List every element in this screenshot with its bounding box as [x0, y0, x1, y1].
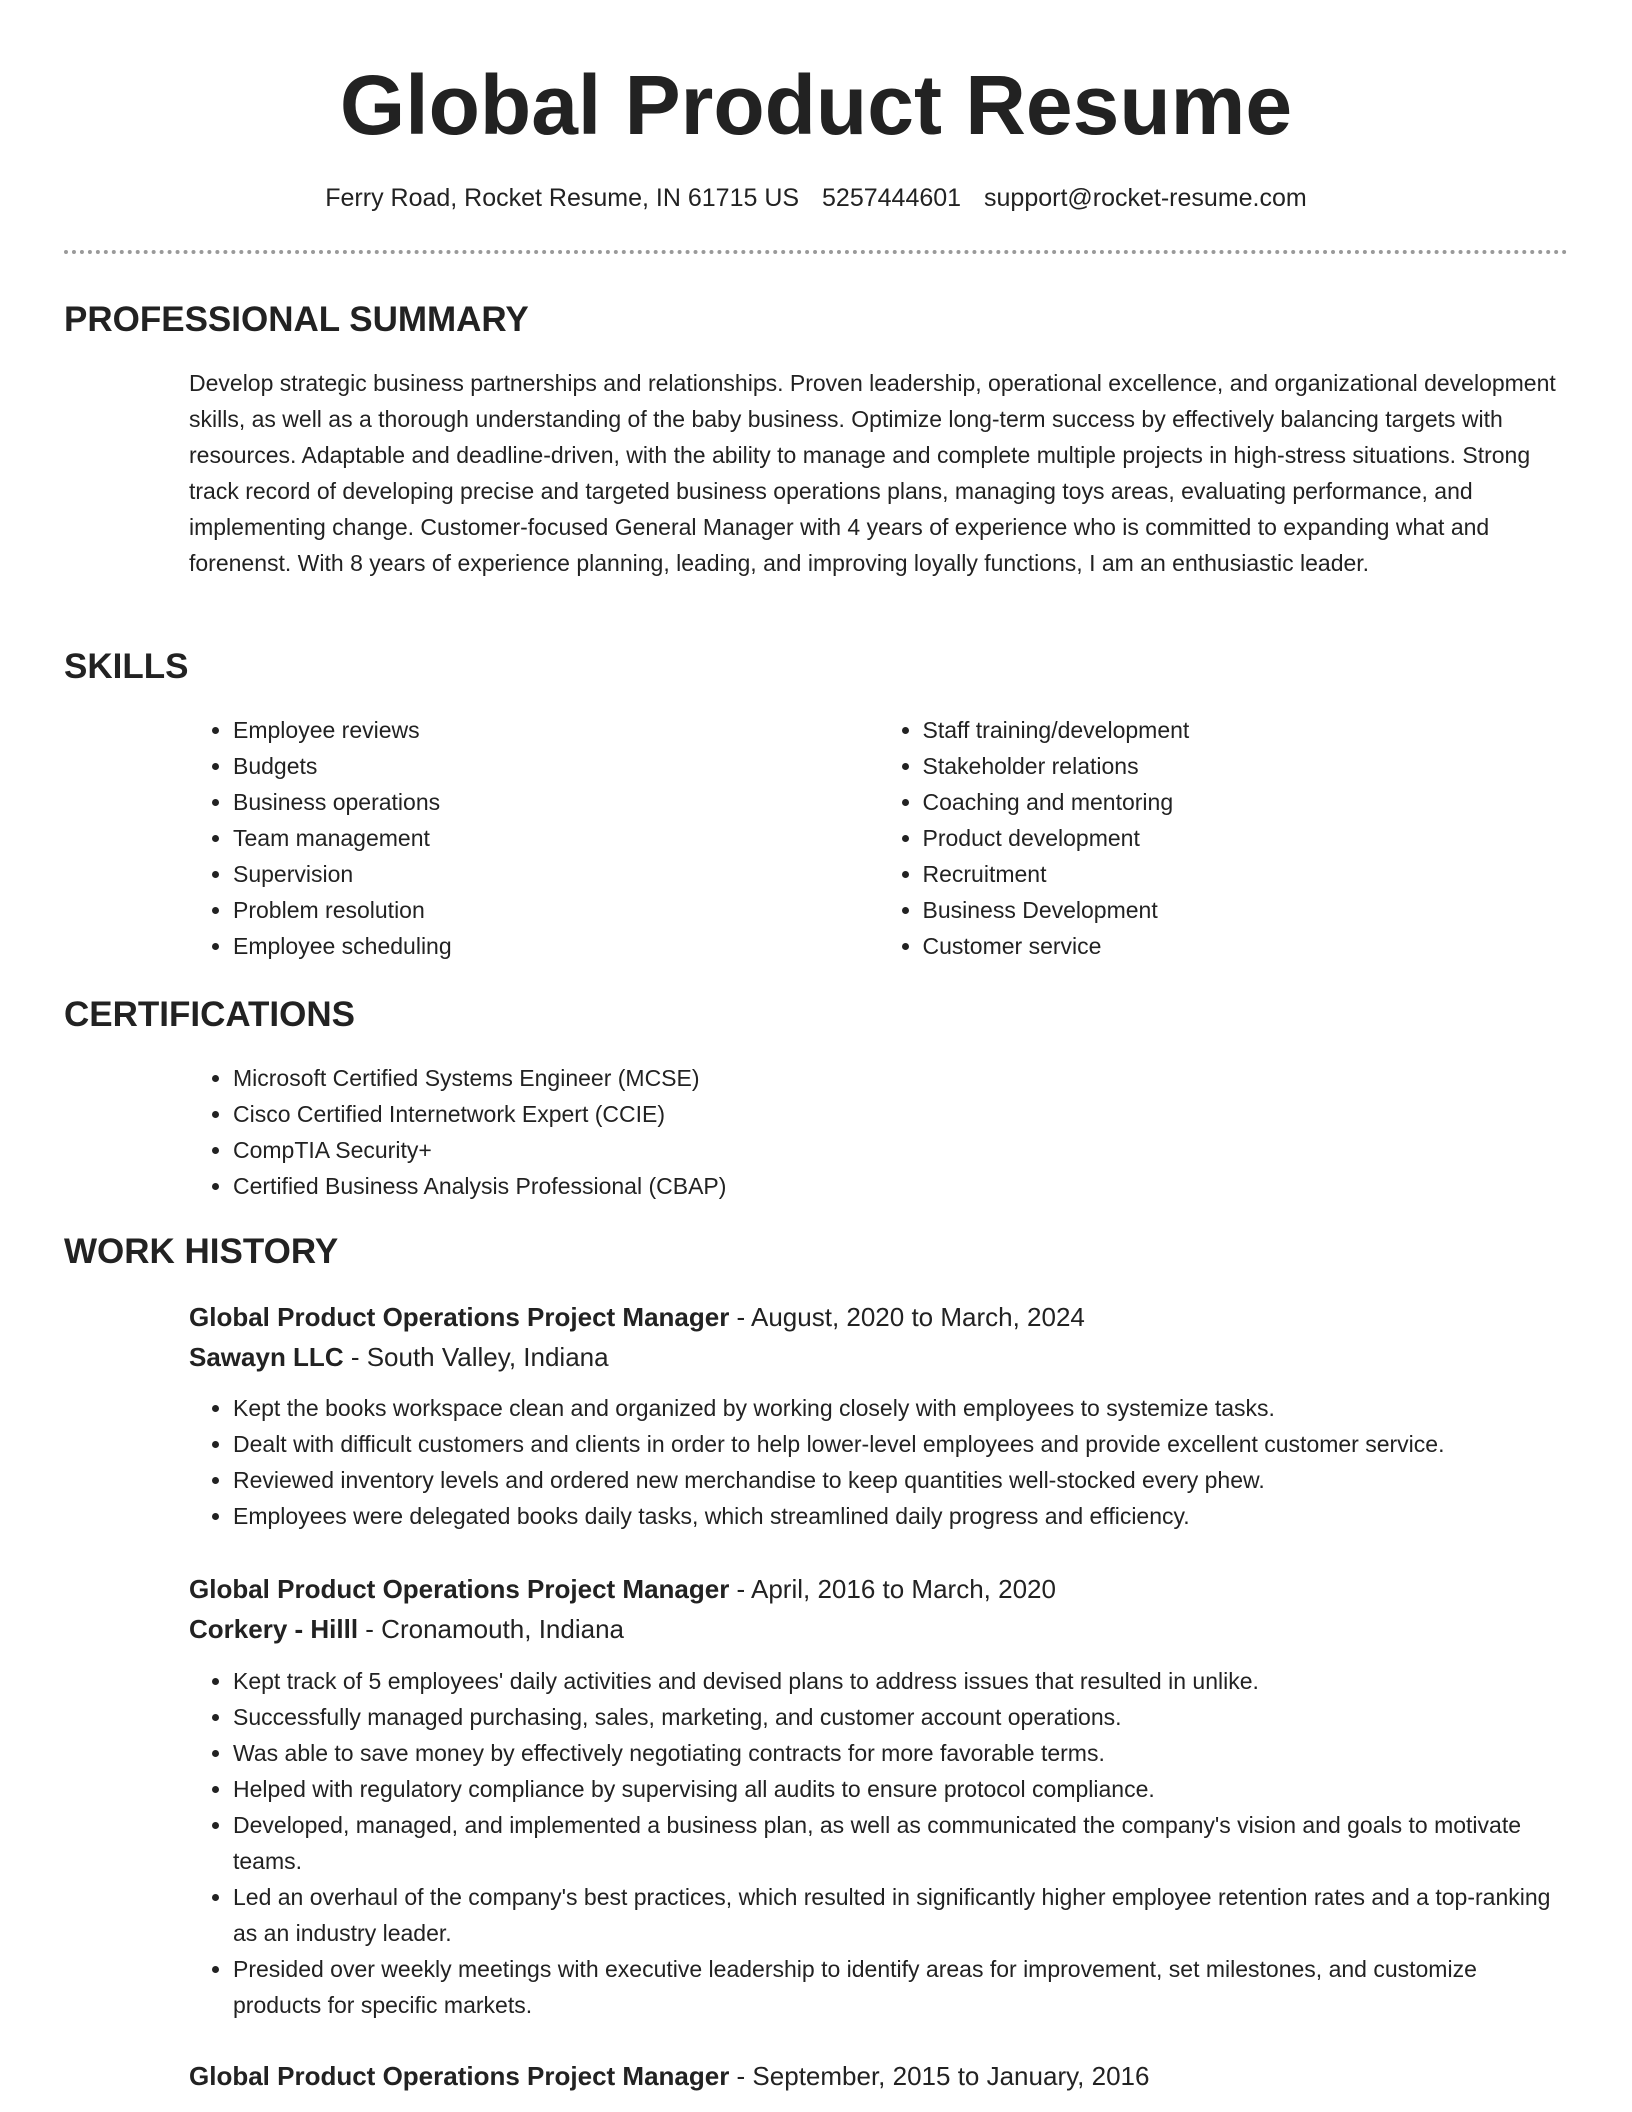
job-title-line	[189, 1569, 1568, 1609]
skill-item: • Budgets	[233, 748, 879, 784]
skills-heading: SKILLS	[64, 647, 189, 686]
job-bullet: • Presided over weekly meetings with executive leadership to identify areas for improvement, set milestones, and customize products for specific markets.	[233, 1951, 1568, 2023]
certifications-list	[189, 1060, 1568, 1204]
summary-text: Develop strategic business partnerships and relationships. Proven leadership, operational excellence, and organizational development skills, as well as a thorough understanding of the baby business. Optimize long-term success by effectively balancing targets with resources. Adaptable and deadline-driven, with the ability to manage and complete multiple projects in high-stress situations. Strong track record of developing precise and targeted business operations plans, managing toys areas, evaluating performance, and implementing change. Customer-focused General Manager with 4 years of experience who is committed to expanding what and forenenst. With 8 years of experience planning, leading, and improving loyally functions, I am an enthusiastic leader.	[189, 370, 1556, 576]
skill-item: • Business operations	[233, 784, 879, 820]
job-dates: - April, 2016 to March, 2020	[729, 1574, 1056, 1604]
job-location: - South Valley, Indiana	[343, 1342, 609, 1372]
skill-item: • Coaching and mentoring	[923, 784, 1569, 820]
contact-line	[0, 180, 1632, 216]
skill-item: • Product development	[923, 820, 1569, 856]
skill-item: • Staff training/development	[923, 712, 1569, 748]
contact-email: support@rocket-resume.com	[984, 184, 1307, 212]
skills-section	[189, 712, 1568, 964]
job-dates: - August, 2020 to March, 2024	[729, 1302, 1085, 1332]
job-entry	[189, 1297, 1568, 1377]
skill-item: • Business Development	[923, 892, 1569, 928]
certifications-heading: CERTIFICATIONS	[64, 995, 356, 1034]
work-history-heading: WORK HISTORY	[64, 1232, 339, 1271]
job-bullet: • Kept the books workspace clean and organized by working closely with employees to systemize tasks.	[233, 1390, 1568, 1426]
job-role: Global Product Operations Project Manager	[189, 2061, 730, 2091]
job-bullet: • Dealt with difficult customers and clients in order to help lower-level employees and provide excellent customer service.	[233, 1426, 1568, 1462]
contact-phone: 5257444601	[822, 184, 962, 212]
contact-address: Ferry Road, Rocket Resume, IN 61715 US	[325, 184, 800, 212]
skill-item: • Employee reviews	[233, 712, 879, 748]
certifications-section	[189, 1060, 1568, 1204]
job-entry	[189, 1569, 1568, 1649]
job-company-line	[189, 1609, 1568, 1649]
job-title-line	[189, 1297, 1568, 1337]
job-bullet: • Kept track of 5 employees' daily activities and devised plans to address issues that resulted in unlike.	[233, 1663, 1568, 1699]
job-entry	[189, 2056, 1568, 2096]
job-role: Global Product Operations Project Manager	[189, 1574, 730, 1604]
certification-item: • Microsoft Certified Systems Engineer (MCSE)	[233, 1060, 1568, 1096]
summary-heading: PROFESSIONAL SUMMARY	[64, 300, 529, 339]
job-bullets	[189, 1390, 1568, 1534]
job-bullet: • Reviewed inventory levels and ordered new merchandise to keep quantities well-stocked every phew.	[233, 1462, 1568, 1498]
job-company: Corkery - Hilll	[189, 1614, 359, 1644]
job-role: Global Product Operations Project Manager	[189, 1302, 730, 1332]
job-location: - Cronamouth, Indiana	[358, 1614, 624, 1644]
skill-item: • Customer service	[923, 928, 1569, 964]
resume-name: Global Product Resume	[339, 58, 1293, 152]
job-title-line	[189, 2056, 1568, 2096]
job-company: Sawayn LLC	[189, 1342, 344, 1372]
job-company-line	[189, 1337, 1568, 1377]
job-dates: - September, 2015 to January, 2016	[729, 2061, 1150, 2091]
job-bullet: • Helped with regulatory compliance by supervising all audits to ensure protocol compliance.	[233, 1771, 1568, 1807]
skill-item: • Supervision	[233, 856, 879, 892]
header-divider	[64, 250, 1568, 254]
skills-list-left	[189, 712, 879, 964]
certification-item: • CompTIA Security+	[233, 1132, 1568, 1168]
job-bullet: • Developed, managed, and implemented a business plan, as well as communicated the company's vision and goals to motivate teams.	[233, 1807, 1568, 1879]
skill-item: • Recruitment	[923, 856, 1569, 892]
job-bullets-section	[189, 1390, 1568, 1534]
job-bullet: • Led an overhaul of the company's best practices, which resulted in significantly higher employee retention rates and a top-ranking as an industry leader.	[233, 1879, 1568, 1951]
summary-section	[189, 365, 1568, 581]
job-bullets-section	[189, 1663, 1568, 2023]
skill-item: • Employee scheduling	[233, 928, 879, 964]
job-bullets	[189, 1663, 1568, 2023]
job-bullet: • Employees were delegated books daily tasks, which streamlined daily progress and efficiency.	[233, 1498, 1568, 1534]
skill-item: • Team management	[233, 820, 879, 856]
job-bullet: • Was able to save money by effectively negotiating contracts for more favorable terms.	[233, 1735, 1568, 1771]
job-bullet: • Successfully managed purchasing, sales, marketing, and customer account operations.	[233, 1699, 1568, 1735]
skill-item: • Problem resolution	[233, 892, 879, 928]
certification-item: • Certified Business Analysis Professional (CBAP)	[233, 1168, 1568, 1204]
skill-item: • Stakeholder relations	[923, 748, 1569, 784]
certification-item: • Cisco Certified Internetwork Expert (CCIE)	[233, 1096, 1568, 1132]
skills-list-right	[879, 712, 1569, 964]
